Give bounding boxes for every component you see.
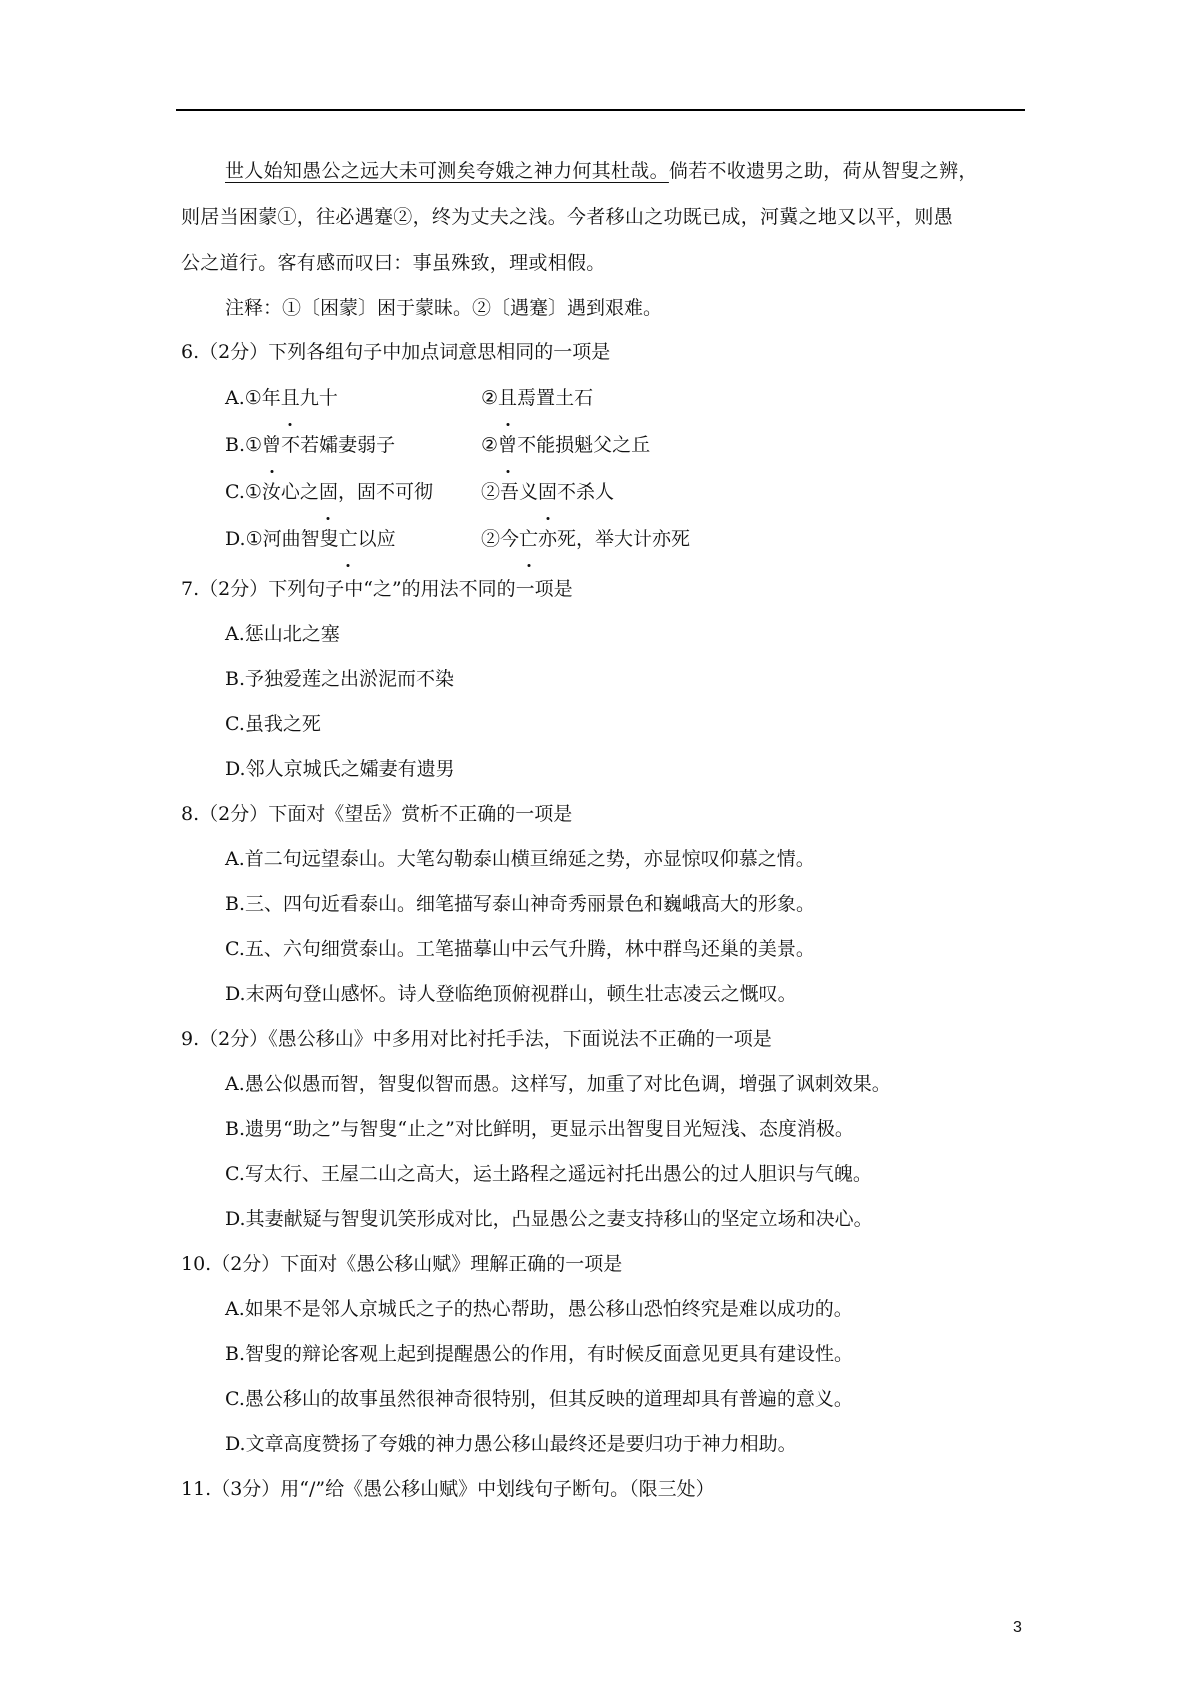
q6b-left-post: 不若孀妻弱子: [281, 434, 396, 456]
question-11-stem: 11.（3分）用“/”给《愚公移山赋》中划线句子断句。（限三处）: [181, 1478, 715, 1500]
q8-option-c: C.五、六句细赏泰山。工笔描摹山中云气升腾，林中群鸟还巢的美景。: [225, 938, 815, 960]
q6b-right-dotted-word: 曾: [498, 422, 517, 469]
q8-option-a: A.首二句远望泰山。大笔勾勒泰山横亘绵延之势，亦显惊叹仰慕之情。: [225, 848, 815, 870]
q6a-left-pre: A.①年: [225, 387, 281, 409]
q10-option-d: D.文章高度赞扬了夸娥的神力愚公移山最终还是要归功于神力相助。: [225, 1433, 797, 1455]
q6d-right-pre: ②今: [481, 528, 520, 550]
q6a-right-pre: ②: [481, 387, 499, 409]
q6b-left-dotted-word: 曾: [262, 422, 281, 469]
q6-option-b: [181, 422, 1031, 469]
q9-option-b: B.遗男“助之”与智叟“止之”对比鲜明，更显示出智叟目光短浅、态度消极。: [225, 1118, 854, 1140]
question-7-stem: 7.（2分）下列句子中“之”的用法不同的一项是: [181, 578, 573, 600]
q6c-left-dotted-word: 固: [319, 469, 338, 516]
q6a-left-dotted-word: 且: [281, 375, 300, 422]
q9-option-a: A.愚公似愚而智，智叟似智而愚。这样写，加重了对比色调，增强了讽刺效果。: [225, 1073, 891, 1095]
q8-option-d: D.末两句登山感怀。诗人登临绝顶俯视群山，顿生壮志凌云之慨叹。: [225, 983, 797, 1005]
passage-line3: 公之道行。客有感而叹曰：事虽殊致，理或相假。: [181, 252, 606, 274]
q7-option-b: B.予独爱莲之出淤泥而不染: [225, 668, 455, 690]
passage-paragraph: [181, 148, 1031, 286]
q6d-left-dotted-word: 亡: [339, 516, 358, 563]
q10-option-a: A.如果不是邻人京城氏之子的热心帮助，愚公移山恐怕终究是难以成功的。: [225, 1298, 853, 1320]
question-6-stem: 6.（2分）下列各组句子中加点词意思相同的一项是: [181, 341, 611, 363]
q6d-right-dotted-word: 亡: [519, 516, 538, 563]
q6c-left-pre: C.①汝心之: [225, 481, 319, 503]
q9-option-c: C.写太行、王屋二山之高大，运土路程之遥远衬托出愚公的过人胆识与气魄。: [225, 1163, 872, 1185]
q8-option-b: B.三、四句近看泰山。细笔描写泰山神奇秀丽景色和巍峨高大的形象。: [225, 893, 816, 915]
q7-option-c: C.虽我之死: [225, 713, 321, 735]
q6d-left-pre: D.①河曲智叟: [225, 528, 339, 550]
q6b-right-pre: ②: [481, 434, 499, 456]
passage-line2: 则居当困蒙①，往必遇蹇②，终为丈夫之浅。今者移山之功既已成，河冀之地又以平，则愚: [181, 206, 954, 228]
q7-option-d: D.邻人京城氏之孀妻有遗男: [225, 758, 455, 780]
q6-option-d: [181, 516, 1031, 563]
document-page: [181, 148, 1031, 1512]
q6b-right-post: 不能损魁父之丘: [517, 434, 651, 456]
question-6-options: [181, 375, 1031, 563]
q6c-right-dotted-word: 固: [538, 469, 557, 516]
q6-option-a: [181, 375, 1031, 422]
question-9-stem: 9.（2分）《愚公移山》中多用对比衬托手法，下面说法不正确的一项是: [181, 1028, 772, 1050]
q6a-left-post: 九十: [299, 387, 338, 409]
q7-option-a: A.惩山北之塞: [225, 623, 340, 645]
q6b-left-pre: B.①: [225, 434, 263, 456]
underlined-sentence: 世人始知愚公之远大未可测矣夸娥之神力何其杜哉。: [225, 160, 669, 182]
header-rule: [176, 109, 1025, 111]
q6d-left-post: 以应: [357, 528, 396, 550]
q6d-right-post: 亦死，举大计亦死: [538, 528, 691, 550]
q6c-left-post: ，固不可彻: [337, 481, 433, 503]
q9-option-d: D.其妻献疑与智叟讥笑形成对比，凸显愚公之妻支持移山的坚定立场和决心。: [225, 1208, 873, 1230]
question-8-stem: 8.（2分）下面对《望岳》赏析不正确的一项是: [181, 803, 573, 825]
q6-option-c: [181, 469, 1031, 516]
q6c-right-pre: ②吾义: [481, 481, 539, 503]
q6c-right-post: 不杀人: [557, 481, 615, 503]
q10-option-b: B.智叟的辩论客观上起到提醒愚公的作用，有时候反面意见更具有建设性。: [225, 1343, 854, 1365]
question-10-stem: 10.（2分）下面对《愚公移山赋》理解正确的一项是: [181, 1253, 623, 1275]
passage-line1-rest: 倘若不收遗男之助，荷从智叟之辨，: [668, 160, 978, 182]
q6a-right-dotted-word: 且: [498, 375, 517, 422]
annotation-note: 注释：①〔困蒙〕困于蒙昧。②〔遇蹇〕遇到艰难。: [225, 297, 663, 319]
q10-option-c: C.愚公移山的故事虽然很神奇很特别，但其反映的道理却具有普遍的意义。: [225, 1388, 853, 1410]
q6a-right-post: 焉置土石: [517, 387, 594, 409]
page-number: 3: [1013, 1619, 1022, 1636]
